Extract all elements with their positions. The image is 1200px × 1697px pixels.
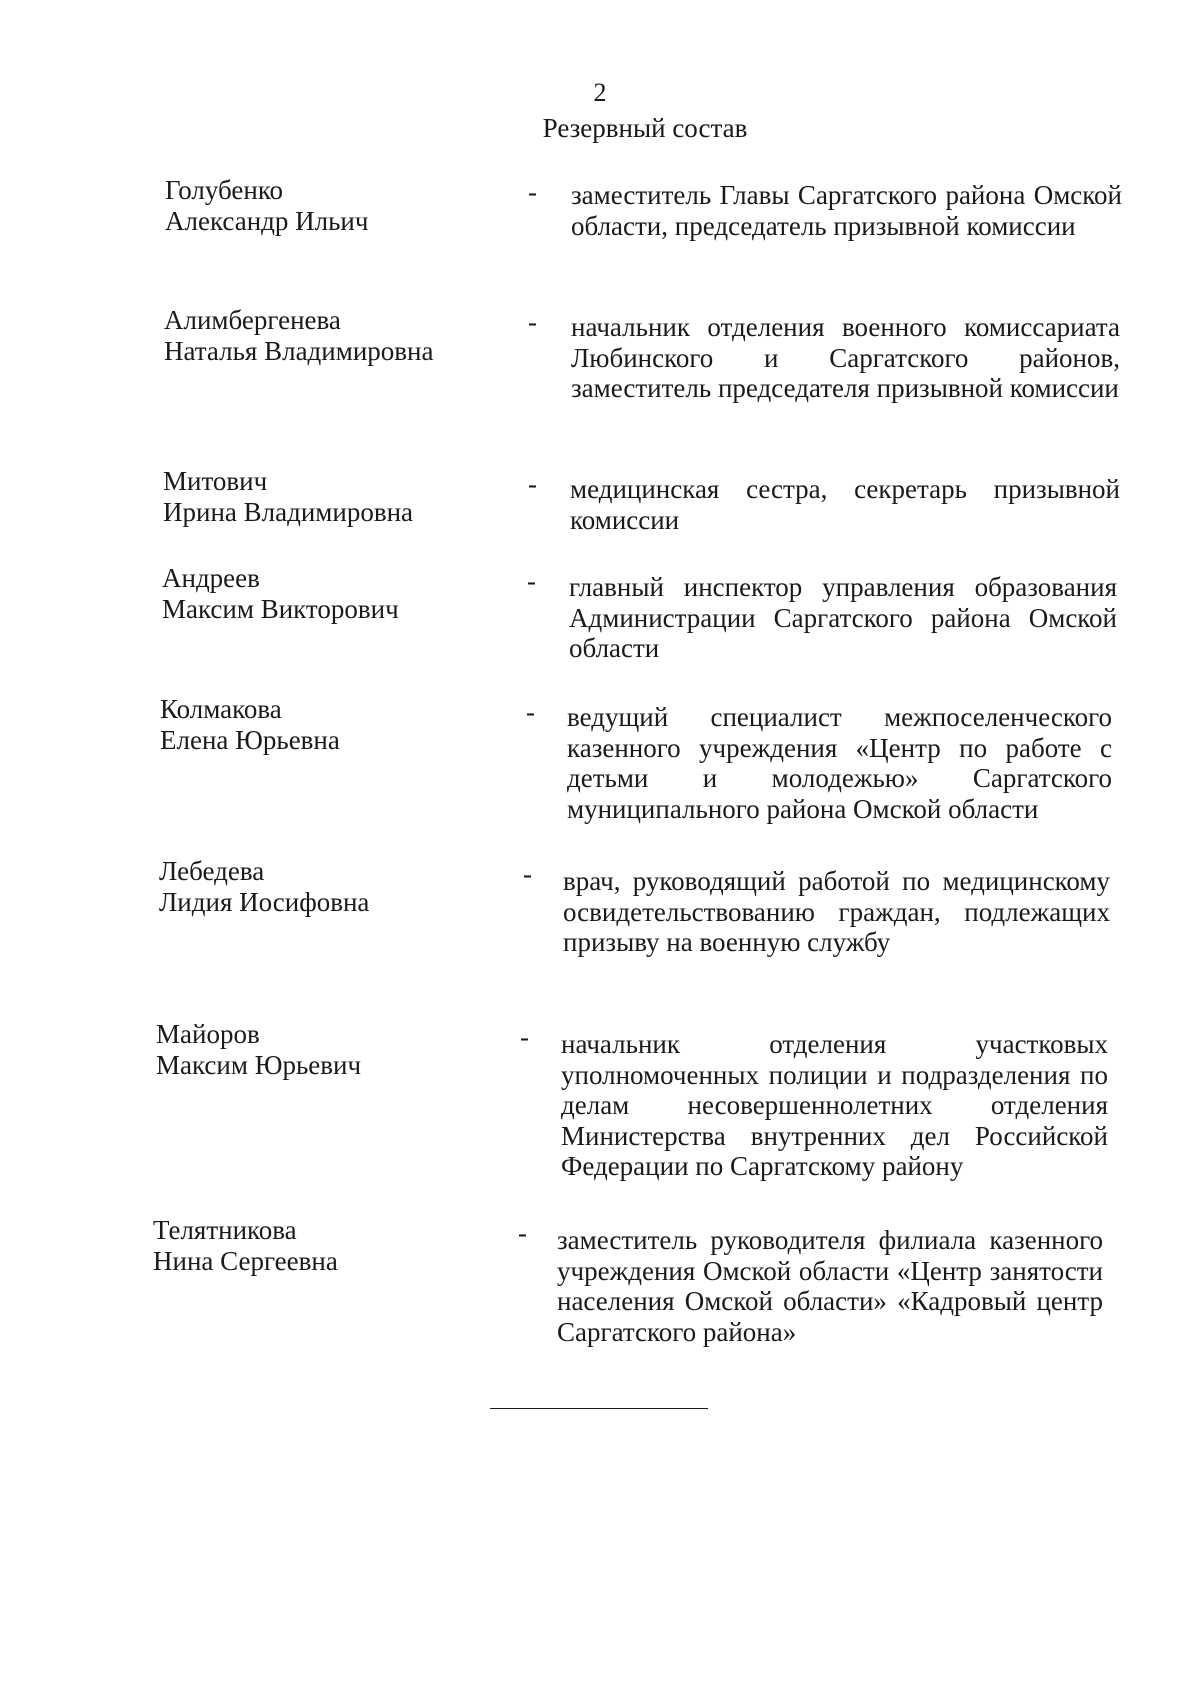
member-name <box>160 694 500 756</box>
member-given-names: Максим Викторович <box>162 594 399 624</box>
member-dash: - <box>528 307 537 337</box>
member-dash: - <box>520 1022 529 1052</box>
member-given-names: Лидия Иосифовна <box>159 887 370 917</box>
member-surname: Алимбергенева <box>164 305 341 335</box>
member-dash: - <box>518 1218 527 1248</box>
member-name <box>163 466 503 528</box>
member-role: заместитель Главы Саргатского района Омской области, председатель призывной комиссии <box>571 180 1122 241</box>
member-given-names: Нина Сергеевна <box>153 1246 338 1276</box>
member-role: начальник отделения участковых уполномоченных полиции и подразделения по делам несовершеннолетних отделения Министерства внутренних дел Российской Федерации по Саргатскому району <box>561 1029 1108 1181</box>
member-role: медицинская сестра, секретарь призывной комиссии <box>570 474 1120 535</box>
member-dash: - <box>528 469 537 499</box>
closing-rule <box>490 1408 708 1409</box>
member-dash: - <box>526 697 535 727</box>
page-number: 2 <box>593 78 607 107</box>
member-given-names: Ирина Владимировна <box>163 497 414 527</box>
member-name <box>162 563 502 625</box>
member-given-names: Максим Юрьевич <box>156 1050 362 1080</box>
member-surname: Майоров <box>156 1019 260 1049</box>
member-dash: - <box>528 177 537 207</box>
member-given-names: Наталья Владимировна <box>164 336 434 366</box>
member-surname: Андреев <box>162 563 260 593</box>
member-given-names: Елена Юрьевна <box>160 725 340 755</box>
member-name <box>159 856 499 918</box>
member-name <box>156 1019 496 1081</box>
member-surname: Телятникова <box>153 1215 297 1245</box>
member-dash: - <box>527 566 536 596</box>
member-name <box>165 175 505 237</box>
member-surname: Лебедева <box>159 856 265 886</box>
member-name <box>164 305 504 367</box>
member-role: начальник отделения военного комиссариата Любинского и Саргатского районов, заместитель председателя призывной комиссии <box>571 312 1120 403</box>
member-surname: Митович <box>163 466 268 496</box>
member-given-names: Александр Ильич <box>165 206 369 236</box>
member-dash: - <box>523 859 532 889</box>
member-surname: Колмакова <box>160 694 282 724</box>
member-role: заместитель руководителя филиала казенного учреждения Омской области «Центр занятости населения Омской области» «Кадровый центр Саргатского района» <box>557 1225 1103 1347</box>
section-title: Резервный состав <box>542 113 748 143</box>
member-role: главный инспектор управления образования Администрации Саргатского района Омской области <box>569 572 1117 663</box>
member-role: ведущий специалист межпоселенческого казенного учреждения «Центр по работе с детьми и молодежью» Саргатского муниципального района Омской области <box>567 702 1112 824</box>
member-role: врач, руководящий работой по медицинскому освидетельствованию граждан, подлежащих призыву на военную службу <box>563 866 1110 957</box>
member-surname: Голубенко <box>165 175 284 205</box>
member-name <box>153 1215 493 1277</box>
